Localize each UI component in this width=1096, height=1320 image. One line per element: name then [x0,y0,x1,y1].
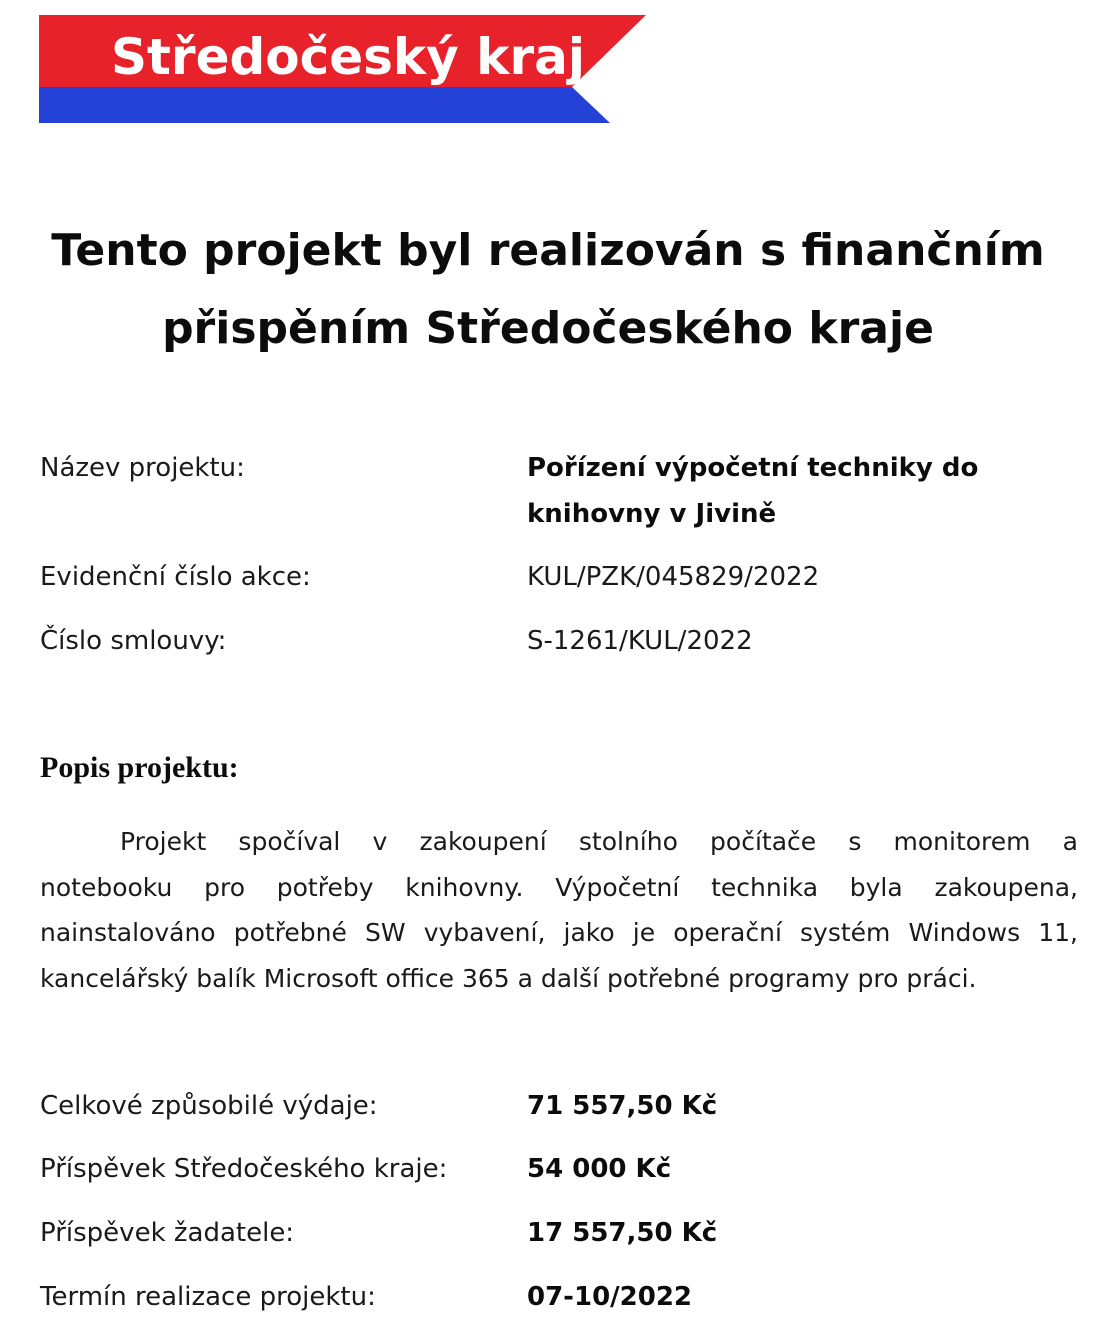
description-title: Popis projektu: [40,751,239,784]
page-title-line-1: Tento projekt byl realizován s finančním [51,225,1045,276]
evidence-number-label: Evidenční číslo akce: [40,562,311,592]
project-name-value-line-2: knihovny v Jivině [527,499,777,529]
applicant-contribution-value: 17 557,50 Kč [527,1218,718,1248]
applicant-contribution-label: Příspěvek žadatele: [40,1218,295,1248]
realization-term-label: Termín realizace projektu: [40,1282,376,1312]
description-line-1: Projekt spočíval v zakoupení stolního počítače s monitorem a [120,827,1078,856]
project-name-value-line-1: Pořízení výpočetní techniky do [527,453,979,483]
total-expenses-value: 71 557,50 Kč [527,1091,718,1121]
region-logo [39,15,649,123]
description-line-4: kancelářský balík Microsoft office 365 a další potřebné programy pro práci. [40,963,977,993]
total-expenses-label: Celkové způsobilé výdaje: [40,1091,378,1121]
description-text [40,819,1078,1001]
page-title-line-2: přispěním Středočeského kraje [162,303,934,354]
contract-number-value: S-1261/KUL/2022 [527,626,753,656]
evidence-number-value: KUL/PZK/045829/2022 [527,562,820,592]
logo-text: Středočeský kraj [111,28,585,86]
project-name-label: Název projektu: [40,453,245,483]
page-title [0,212,1096,368]
contract-number-label: Číslo smlouvy: [40,626,227,656]
description-line-3: nainstalováno potřebné SW vybavení, jako je operační systém Windows 11, [40,918,1078,947]
description-line-2: notebooku pro potřeby knihovny. Výpočetní technika byla zakoupena, [40,872,1078,902]
region-contribution-value: 54 000 Kč [527,1154,672,1184]
region-contribution-label: Příspěvek Středočeského kraje: [40,1154,448,1184]
realization-term-value: 07-10/2022 [527,1282,693,1312]
